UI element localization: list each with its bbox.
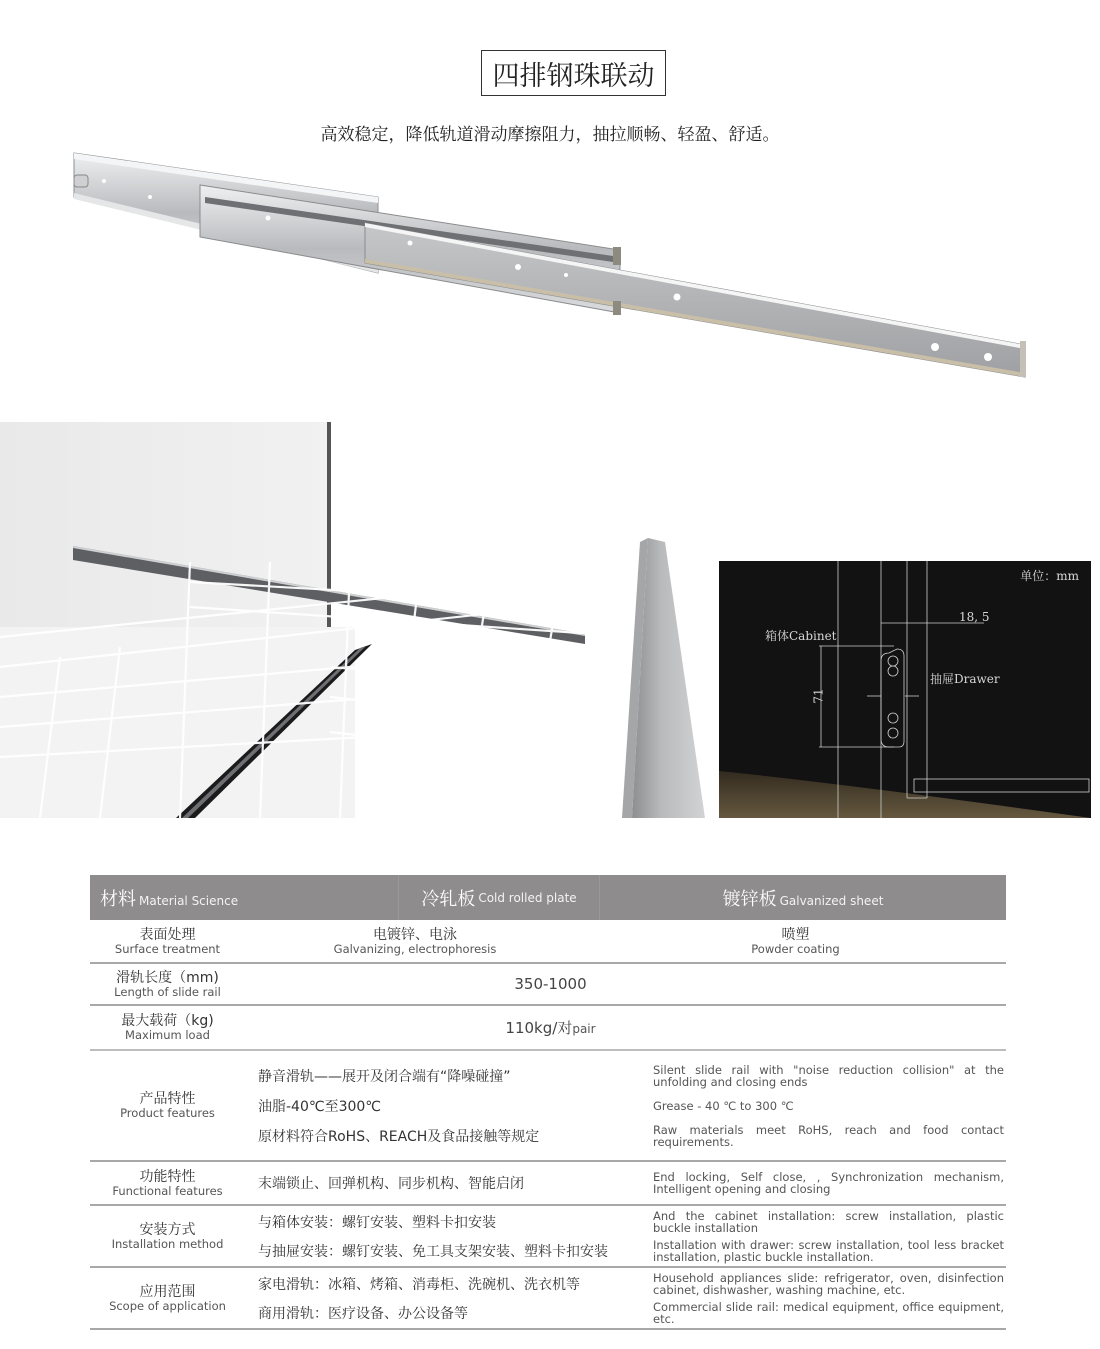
feature-item: 油脂-40℃至300℃ Grease - 40 ℃ to 300 ℃ — [258, 1098, 794, 1115]
galvanized-cell: 喷塑 Powder coating — [751, 926, 840, 956]
table-row-load — [90, 1006, 1006, 1051]
spec-table — [90, 875, 1006, 1330]
spec-table-header — [90, 875, 1006, 920]
feature-list — [245, 1206, 1006, 1266]
load-value: 110kg/对 pair — [505, 1019, 596, 1037]
row-label: 滑轨长度（mm) Length of slide rail — [114, 969, 221, 999]
drawer-label: 抽屉Drawer — [930, 672, 1000, 686]
table-row-product-features — [90, 1051, 1006, 1162]
header-material: 材料 Material Science — [100, 888, 239, 910]
feature-list — [245, 1268, 1006, 1328]
dimension-width-label: 18, 5 — [959, 610, 990, 624]
scene-basket-image — [0, 422, 720, 818]
row-label: 表面处理 Surface treatment — [114, 926, 221, 956]
table-row-installation — [90, 1206, 1006, 1268]
row-label: 安装方式 Installation method — [111, 1221, 224, 1251]
feature-item: 原材料符合RoHS、REACH及食品接触等规定 Raw materials meet RoHS, reach and food contact requirements. — [258, 1122, 1004, 1149]
unit-label: 单位：mm — [1020, 569, 1079, 583]
feature-item: 与抽屉安装：螺钉安装、免工具支架安装、塑料卡扣安装 Installation with drawer: screw installation, tool less bracket installation, plastic buckle installation. — [258, 1237, 1004, 1264]
row-label: 功能特性 Functional features — [112, 1168, 223, 1198]
row-label: 最大载荷（kg) Maximum load — [121, 1013, 214, 1042]
feature-list — [245, 1051, 1006, 1160]
table-row-surface — [90, 920, 1006, 964]
table-row-length — [90, 964, 1006, 1006]
hero-slide-rail-image — [60, 145, 1050, 395]
header-cold-rolled: 冷轧板 Cold rolled plate — [398, 875, 600, 920]
table-row-functional-features — [90, 1162, 1006, 1206]
cabinet-label: 箱体Cabinet — [765, 629, 837, 643]
cross-section-diagram — [719, 561, 1091, 818]
page-title: 四排钢珠联动 — [481, 50, 666, 96]
diagram-lines — [719, 561, 1091, 818]
dimension-height-label: 71 — [811, 688, 826, 704]
feature-item: 静音滑轨——展开及闭合端有“降噪碰撞” Silent slide rail with "noise reduction collision" at the unfolding and closing ends — [258, 1062, 1004, 1089]
page-subtitle: 高效稳定，降低轨道滑动摩擦阻力，抽拉顺畅、轻盈、舒适。 — [320, 125, 780, 145]
header-galvanized: 镀锌板 Galvanized sheet — [722, 888, 884, 910]
feature-item: 与箱体安装：螺钉安装、塑料卡扣安装 And the cabinet installation: screw installation, plastic buckle installation — [258, 1208, 1004, 1235]
row-label: 产品特性 Product features — [120, 1091, 215, 1120]
table-row-application — [90, 1268, 1006, 1330]
length-value: 350-1000 — [514, 975, 587, 993]
feature-item: 末端锁止、回弹机构、同步机构、智能启闭 End locking, Self close, , Synchronization mechanism, Intelligent opening and closing — [258, 1170, 1004, 1196]
feature-item: 家电滑轨：冰箱、烤箱、消毒柜、洗碗机、洗衣机等 Household appliances slide: refrigerator, oven, disinfection cabinet, dishwasher, washing machine, etc. — [258, 1270, 1004, 1297]
feature-item: 商用滑轨：医疗设备、办公设备等 Commercial slide rail: medical equipment, office equipment, etc. — [258, 1299, 1004, 1326]
cold-rolled-cell: 电镀锌、电泳 Galvanizing, electrophoresis — [333, 926, 497, 956]
row-label: 应用范围 Scope of application — [109, 1283, 226, 1313]
feature-list — [245, 1162, 1006, 1204]
